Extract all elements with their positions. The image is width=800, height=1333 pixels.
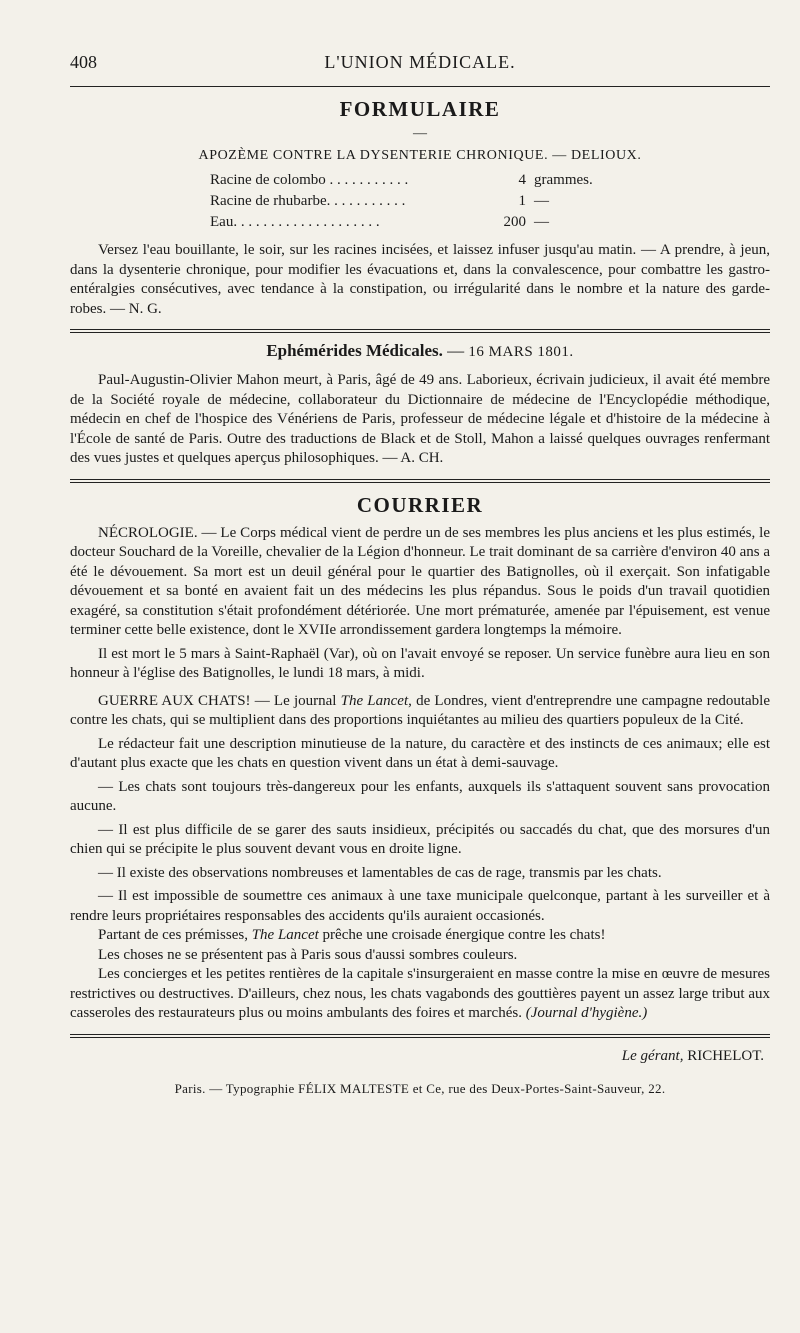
guerre-label: GUERRE AUX CHATS! — [98, 692, 251, 709]
paragraph: — Il existe des observations nombreuses et lamentables de cas de rage, transmis par les chats. — [98, 864, 662, 881]
ephemerides-date: 16 MARS 1801. — [468, 344, 574, 360]
page-number: 408 — [70, 52, 97, 72]
ingredient-qty: 200 — [503, 214, 526, 230]
paragraph: — Il est impossible de soumettre ces animaux à une taxe municipale quelconque, partant à les surveiller et à rendre leurs propriétaires responsables des accidents qu'ils auraient occasionés. — [70, 888, 770, 924]
ingredient-qty: 1 — [518, 193, 526, 209]
ingredient-unit: — — [534, 193, 549, 209]
paragraph: — Il est plus difficile de se garer des sauts insidieux, précipités ou saccadés du chat, que des morsures d'un chien qui se précipite le plus souvent devant vous en droite ligne. — [70, 821, 770, 857]
section-divider — [70, 479, 770, 483]
printer-line: Paris. — Typographie FÉLIX MALTESTE et Ce, rue des Deux-Portes-Saint-Sauveur, 22. — [174, 1080, 666, 1096]
formulaire-section — [70, 97, 770, 319]
signature-label: Le gérant, — [621, 1047, 684, 1064]
ingredient-name: Eau. . . . . . . . . . . . . . . . . . . . — [210, 214, 380, 230]
section-divider — [70, 1034, 770, 1038]
journal-title: L'UNION MÉDICALE. — [324, 52, 516, 72]
journal-name: The Lancet — [340, 692, 409, 709]
recipe-instructions: Versez l'eau bouillante, le soir, sur les racines incisées, et laissez infuser jusqu'au matin. — A prendre, à jeun, dans la dysenterie chronique, pour modifier les évacuations et, dans la convalescence, pour combattre les gastro-entéralgies consécutives, avec tendance à la constipation, ou irrégularité dans le nombre et la nature des garde-robes. — N. G. — [70, 242, 770, 317]
ephemerides-title: Ephémérides Médicales. — [266, 341, 443, 360]
source-citation: (Journal d'hygiène.) — [521, 1005, 648, 1021]
formulaire-title: FORMULAIRE — [339, 97, 501, 121]
ephemerides-section — [70, 341, 770, 469]
courrier-title: COURRIER — [356, 492, 484, 517]
guerre-text-post: , de Londres, vient d'entreprendre une campagne redoutable contre les chats, qui se multiplient dans des proportions inquiétantes au milieu des quartiers populeux de la Cité. — [70, 692, 770, 728]
recipe-title: APOZÈME CONTRE LA DYSENTERIE CHRONIQUE. — DELIOUX. — [198, 148, 642, 163]
signature-name: RICHELOT. — [683, 1047, 764, 1064]
necrologie-label: NÉCROLOGIE. — [98, 524, 198, 541]
para-9-post: prêche une croisade énergique contre les chats! — [318, 927, 606, 943]
ingredient-name: Racine de colombo . . . . . . . . . . . — [210, 172, 409, 188]
para-11-text: Les concierges et les petites rentières de la capitale s'insurgeraient en masse contre la mise en œuvre de mesures restrictives ou destructives. D'ailleurs, chez nous, les chats vagabonds des gouttières payent un assez large tribut aux casseroles des restaurateurs plus ou moins ambulants des foires et marchés. — [70, 966, 770, 1021]
guerre-text-pre: — Le journal — [250, 692, 341, 709]
ingredient-row — [210, 170, 634, 191]
ingredient-qty: 4 — [518, 172, 526, 188]
necrologie-text: — Le Corps médical vient de perdre un de ses membres les plus anciens et les plus estimés, le docteur Souchard de la Voreille, chevalier de la Légion d'honneur. Le trait dominant de sa carrière d'environ 40 ans a été le dévouement. Sa mort est un deuil général pour le quartier des Batignolles, où il exerçait. Son infatigable dévouement et sa bonté en avaient fait un des médecins les plus répandus. Sous le poids d'un travail quotidien exagéré, sa constitution s'était profondément détériorée. Une mort prématurée, amenée par l'épuisement, est venue terminer cette belle existence, dont le XVIIe arrondissement gardera longtemps la mémoire. — [70, 524, 771, 638]
section-divider — [70, 329, 770, 333]
paragraph — [70, 926, 770, 946]
paragraph: Le rédacteur fait une description minutieuse de la nature, du caractère et des instincts de ces animaux; elle est d'autant plus exacte que les chats en question vivent dans un état à demi-sauvage. — [70, 735, 770, 771]
para-9-pre: Partant de ces prémisses, — [98, 927, 252, 943]
journal-name: The Lancet — [251, 927, 319, 943]
courrier-section — [70, 493, 770, 1024]
ingredient-name: Racine de rhubarbe. . . . . . . . . . . — [210, 193, 406, 209]
ingredient-row — [210, 191, 634, 212]
paragraph — [70, 965, 770, 1024]
journal-page — [70, 52, 770, 1322]
paragraph: — Les chats sont toujours très-dangereux pour les enfants, auxquels ils s'attaquent souvent sans provocation aucune. — [70, 778, 770, 814]
ephemerides-sep: — — [442, 341, 469, 360]
ingredients-table — [210, 170, 634, 233]
running-head — [70, 52, 770, 87]
paragraph: Les choses ne se présentent pas à Paris sous d'aussi sombres couleurs. — [98, 946, 518, 963]
title-dash: — — [413, 126, 427, 141]
ephemerides-text: Paul-Augustin-Olivier Mahon meurt, à Paris, âgé de 49 ans. Laborieux, écrivain judicieux, il avait été membre de la Société royale de médecine, collaborateur du Dictionnaire de médecine de l'Encyclopédie méthodique, médecin en chef de l'hospice des Vénériens de Paris, professeur de médecine légale et d'histoire de la médecine à l'École de santé de Paris. Outre des traductions de Black et de Stoll, Mahon a laissé quelques ouvrages renfermant des vues justes et quelques aperçus philosophiques. — A. CH. — [70, 372, 770, 466]
necrologie-paragraph — [70, 524, 770, 641]
signature — [70, 1048, 770, 1065]
ingredient-row — [210, 212, 634, 233]
ingredient-unit: grammes. — [534, 172, 593, 188]
ephemerides-heading — [70, 341, 770, 361]
paragraph: Il est mort le 5 mars à Saint-Raphaël (Var), où on l'avait envoyé se reposer. Un service funèbre aura lieu en son honneur à l'église des Batignolles, le lundi 18 mars, à midi. — [70, 645, 770, 681]
ingredient-unit: — — [534, 214, 549, 230]
guerre-paragraph — [70, 692, 770, 731]
